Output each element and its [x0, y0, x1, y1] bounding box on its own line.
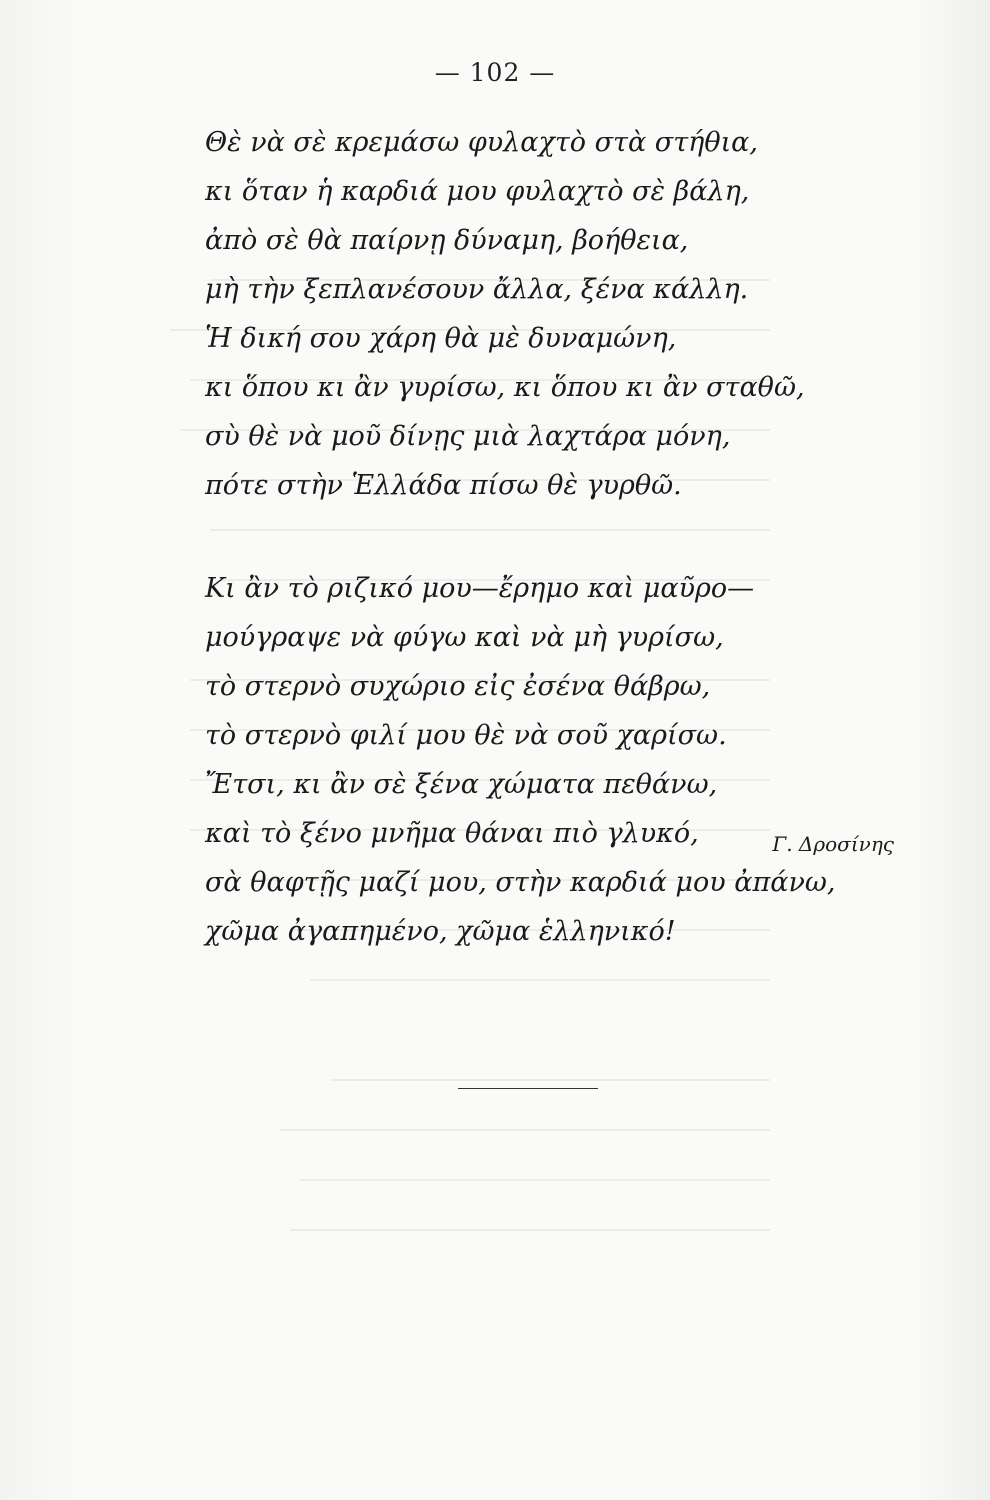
poem-line: ἀπὸ σὲ θὰ παίρνῃ δύναμη, βοήθεια, — [205, 225, 689, 256]
poem-line: πότε στὴν Ἑλλάδα πίσω θὲ γυρθῶ. — [205, 470, 682, 501]
poem — [205, 118, 885, 956]
page-number: — 102 — — [434, 58, 556, 87]
stanza-1 — [205, 118, 885, 510]
poem-line: τὸ στερνὸ φιλί μου θὲ νὰ σοῦ χαρίσω. — [205, 720, 727, 751]
poem-line: Ἔτσι, κι ἂν σὲ ξένα χώματα πεθάνω, — [205, 769, 718, 800]
poem-line: Κι ἂν τὸ ριζικό μου—ἔρημο καὶ μαῦρο— — [205, 573, 755, 604]
poem-line: τὸ στερνὸ συχώριο εἰς ἐσένα θάβρω, — [205, 671, 711, 702]
author-signature: Γ. Δροσίνης — [772, 832, 894, 856]
poem-line: καὶ τὸ ξένο μνῆμα θάναι πιὸ γλυκό, — [205, 818, 699, 849]
poem-line: κι ὅταν ἡ καρδιά μου φυλαχτὸ σὲ βάλη, — [205, 176, 750, 207]
stanza-2 — [205, 564, 885, 956]
poem-line: μὴ τὴν ξεπλανέσουν ἄλλα, ξένα κάλλη. — [205, 274, 749, 305]
poem-line: σὰ θαφτῇς μαζί μου, στὴν καρδιά μου ἀπάνω, — [205, 867, 836, 898]
poem-line: μούγραψε νὰ φύγω καὶ νὰ μὴ γυρίσω, — [205, 622, 724, 653]
poem-line: Θὲ νὰ σὲ κρεμάσω φυλαχτὸ στὰ στήθια, — [205, 127, 758, 158]
poem-line: κι ὅπου κι ἂν γυρίσω, κι ὅπου κι ἂν σταθῶ, — [205, 372, 805, 403]
poem-line: χῶμα ἀγαπημένο, χῶμα ἑλληνικό! — [205, 916, 676, 947]
section-divider — [458, 1088, 598, 1089]
poem-line: σὺ θὲ νὰ μοῦ δίνῃς μιὰ λαχτάρα μόνη, — [205, 421, 731, 452]
poem-line: Ἡ δική σου χάρη θὰ μὲ δυναμώνη, — [205, 323, 677, 354]
